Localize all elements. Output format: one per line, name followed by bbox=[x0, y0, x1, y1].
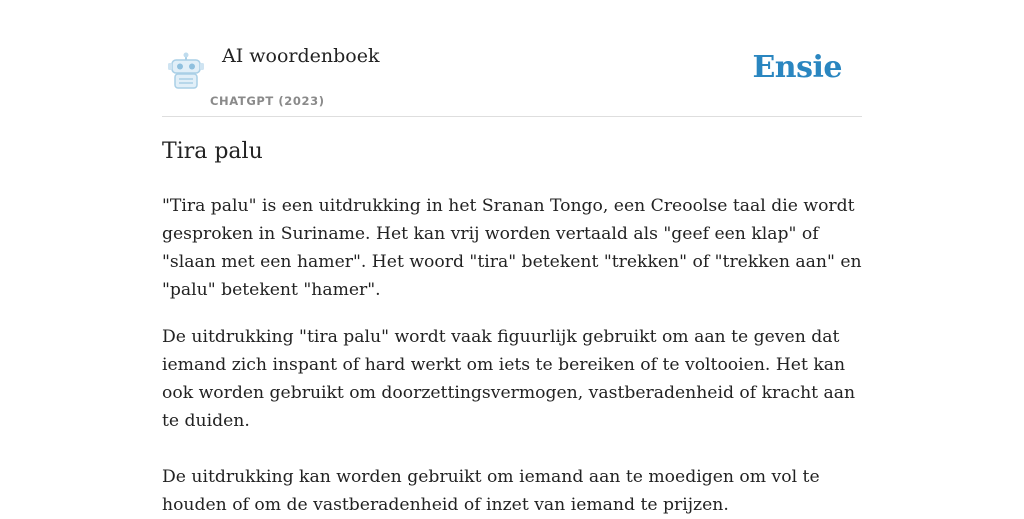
definition-paragraph: "Tira palu" is een uitdrukking in het Sranan Tongo, een Creoolse taal die wordt gesproken in Suriname. Het kan vrij worden vertaald als "geef een klap" of "slaan met een hamer". Het woord "tira" betekent "trekken" of "trekken aan" en "palu" betekent "hamer". bbox=[162, 196, 862, 300]
page bbox=[162, 0, 862, 515]
robot-icon bbox=[166, 52, 206, 90]
header bbox=[162, 0, 862, 117]
dictionary-title[interactable]: AI woordenboek bbox=[222, 45, 380, 67]
entry-term: Tira palu bbox=[162, 139, 263, 164]
source-label: CHATGPT (2023) bbox=[210, 94, 325, 108]
brand-logo[interactable]: Ensie bbox=[752, 50, 842, 85]
definition-paragraph: De uitdrukking kan worden gebruikt om iemand aan te moedigen om vol te houden of om de vastberadenheid of inzet van iemand te prijzen. bbox=[162, 467, 820, 515]
definition-paragraph: De uitdrukking "tira palu" wordt vaak figuurlijk gebruikt om aan te geven dat iemand zich inspant of hard werkt om iets te bereiken of te voltooien. Het kan ook worden gebruikt om doorzettingsvermogen, vastberadenheid of kracht aan te duiden. bbox=[162, 327, 856, 431]
